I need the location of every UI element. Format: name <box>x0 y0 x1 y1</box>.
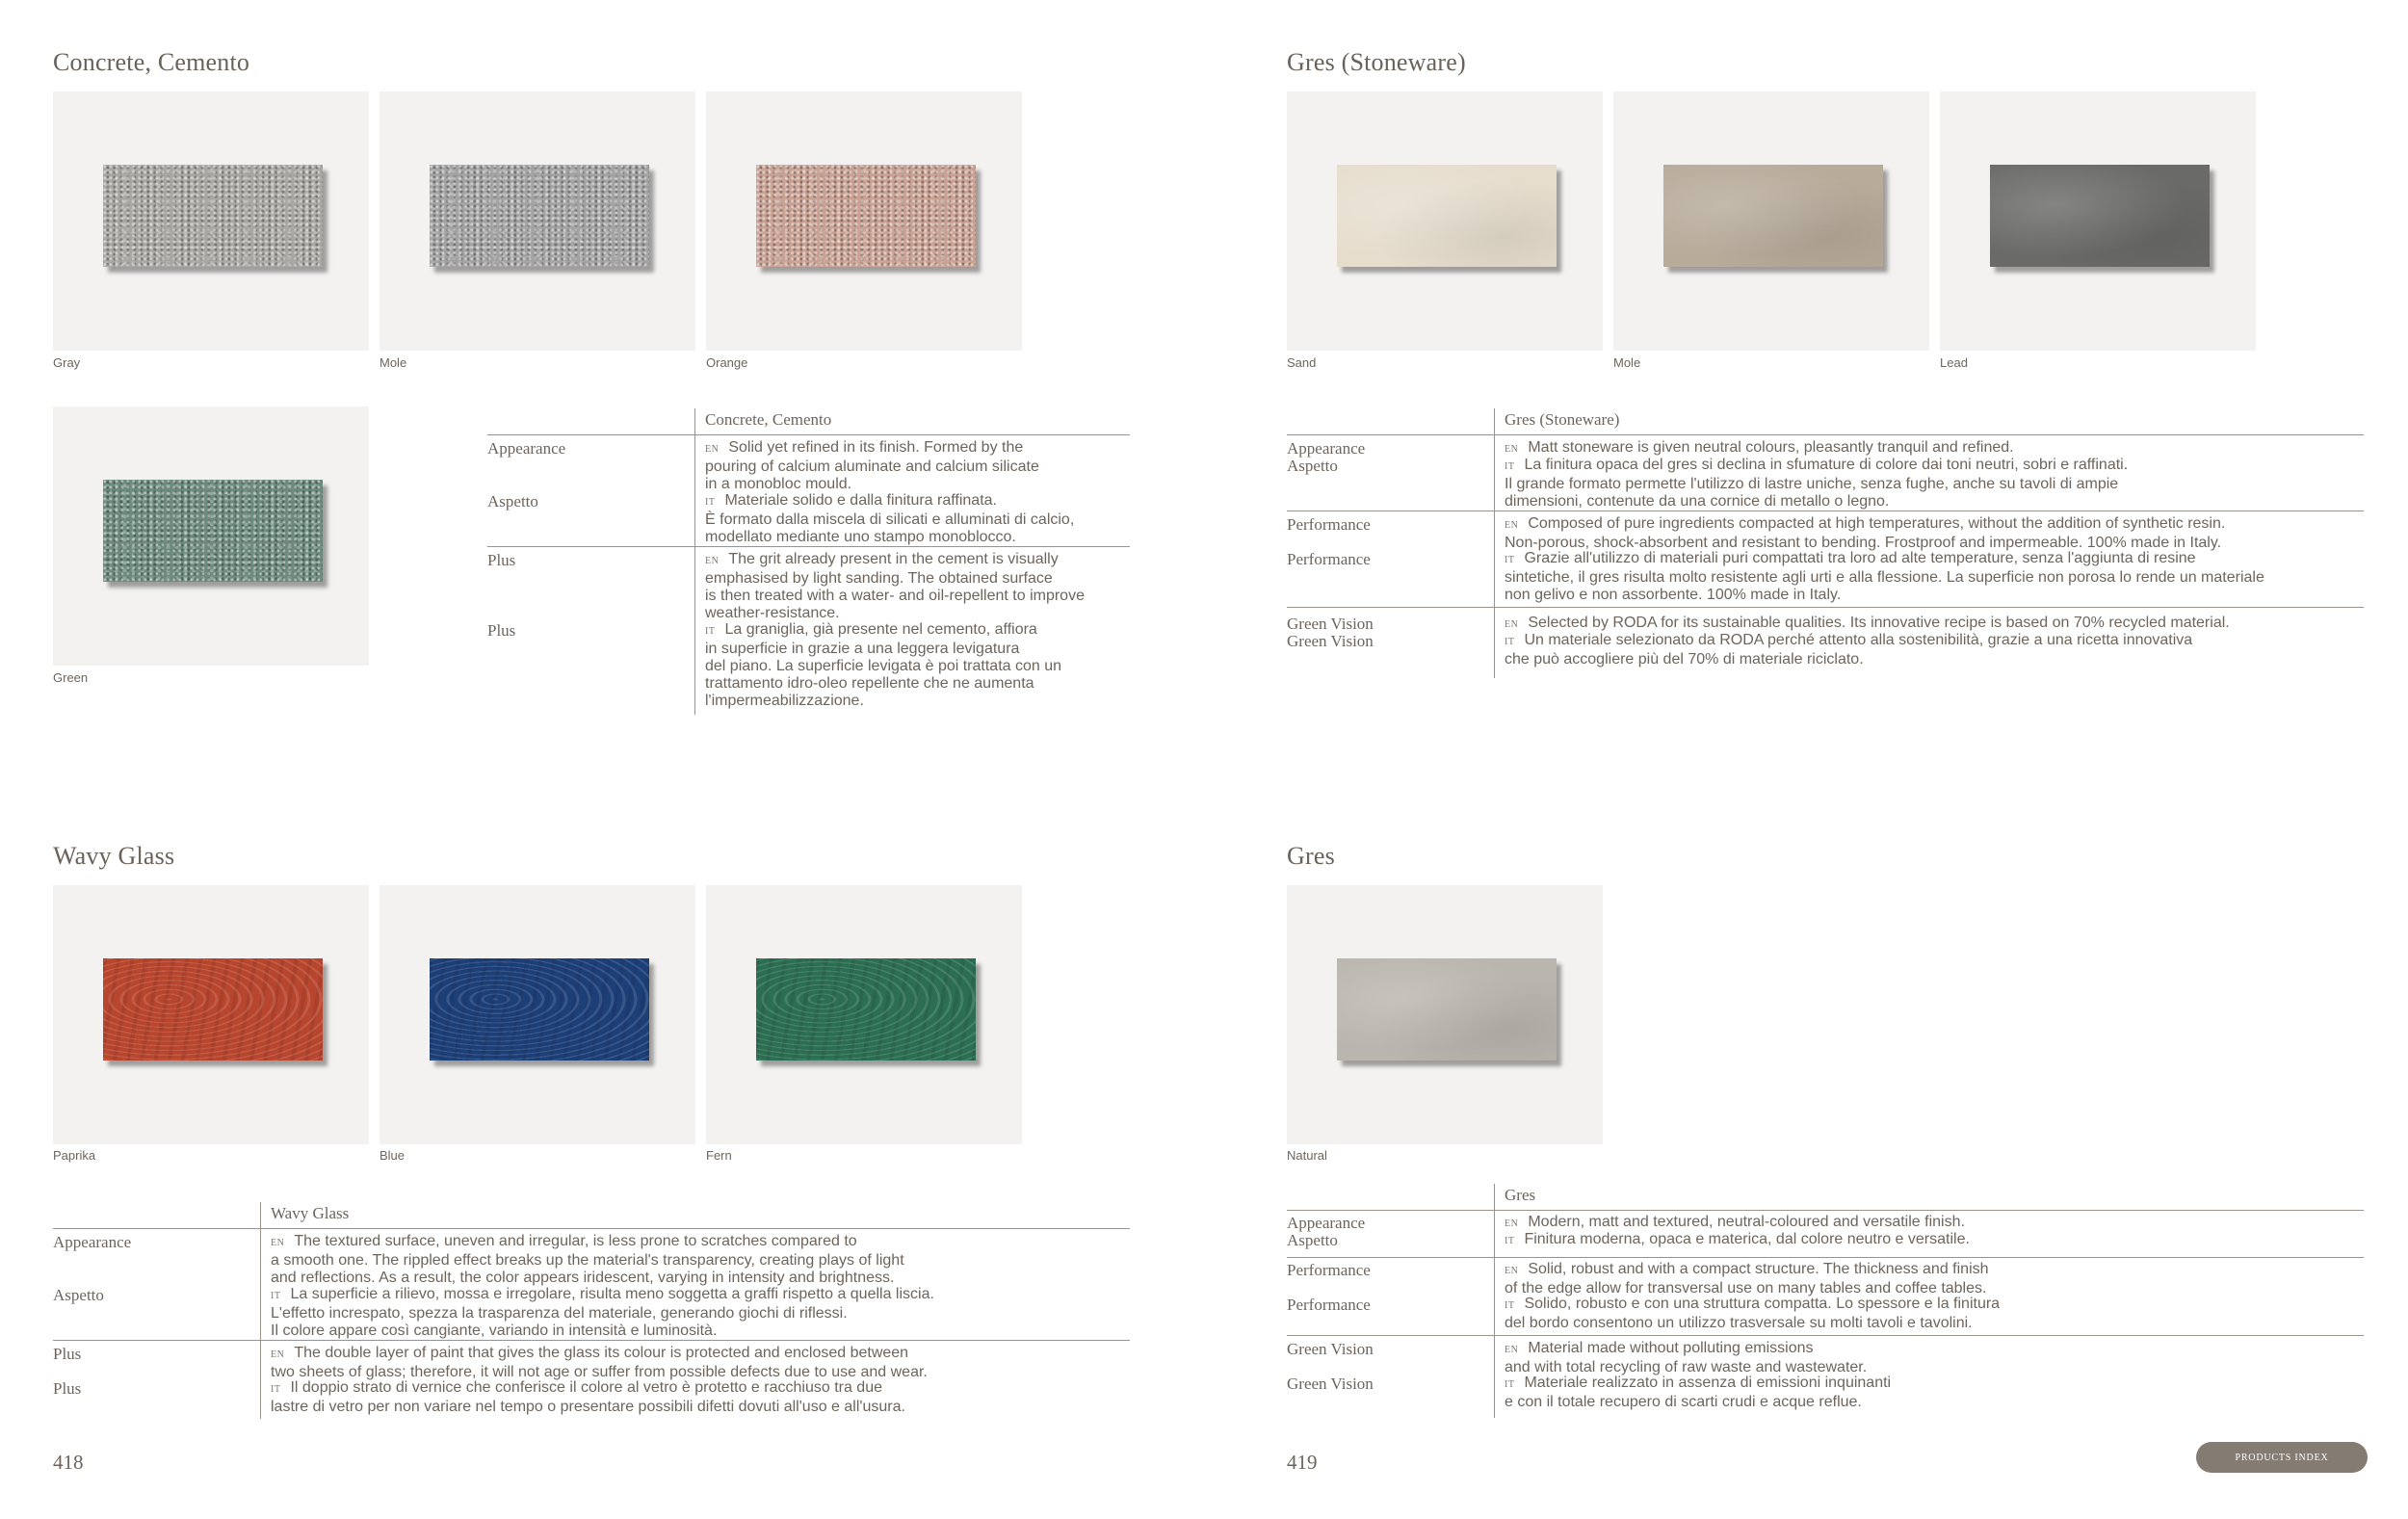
row-label: Plus <box>53 1379 82 1398</box>
row-text-en: EN Solid, robust and with a compact structure. The thickness and finish of the edge allow for transversal use on many tables and coffee tables. <box>1505 1261 1989 1296</box>
row-text-en: EN The grit already present in the cement is visually emphasised by light sanding. The obtained surface is then treated with a water- and oil-repellent to improve weather-resistance. <box>705 551 1085 621</box>
swatch-stoneware-lead[interactable] <box>1940 92 2256 351</box>
divider <box>1287 434 2364 435</box>
material-tile <box>103 958 323 1061</box>
swatch-concrete-gray[interactable] <box>53 92 369 351</box>
row-label: Performance <box>1287 550 1371 568</box>
row-label: Performance <box>1287 515 1371 534</box>
row-text-it: IT La finitura opaca del gres si declina in sfumature di colore dai toni neutri, sobri e raffinati. Il grande formato permette l'utilizzo di lastre uniche, senza fughe, anche su tavoli di ampie dimensioni, contenute da una cornice di metallo o legno. <box>1505 457 2129 510</box>
swatch-label: Gray <box>53 355 81 370</box>
swatch-label: Mole <box>1613 355 1641 370</box>
table-title: Concrete, Cemento <box>705 410 832 429</box>
row-label: Green Vision <box>1287 615 1374 633</box>
divider <box>487 546 1130 547</box>
swatch-gres-natural[interactable] <box>1287 885 1603 1144</box>
row-label: Performance <box>1287 1296 1371 1314</box>
material-tile <box>430 958 649 1061</box>
divider <box>1494 1184 1495 1418</box>
row-label: Appearance <box>1287 1214 1366 1232</box>
row-label: Green Vision <box>1287 1340 1374 1358</box>
material-tile <box>430 165 649 267</box>
swatch-stoneware-sand[interactable] <box>1287 92 1603 351</box>
section-title-gres: Gres <box>1287 842 1335 870</box>
table-title: Gres <box>1505 1186 1536 1204</box>
table-title: Wavy Glass <box>271 1204 350 1222</box>
row-text-it: IT Materiale solido e dalla finitura raffinata. È formato dalla miscela di silicati e alluminati di calcio, modellato mediante uno stampo monoblocco. <box>705 492 1075 545</box>
divider <box>487 434 1130 435</box>
row-text-it: IT La superficie a rilievo, mossa e irregolare, risulta meno soggetta a graffi rispetto a quella liscia. L'effetto increspato, spezza la trasparenza del materiale, generando giochi di riflessi. Il colore appare così cangiante, variando in intensità e luminosità. <box>271 1286 934 1339</box>
divider <box>53 1228 1130 1229</box>
table-title: Gres (Stoneware) <box>1505 410 1620 429</box>
swatch-label: Natural <box>1287 1148 1327 1163</box>
material-tile <box>1990 165 2210 267</box>
swatch-wavy-fern[interactable] <box>706 885 1022 1144</box>
row-text-it: IT La graniglia, già presente nel cemento, affiora in superficie in grazie a una leggera levigatura del piano. La superficie levigata è poi trattata con un trattamento idro-oleo repellente che ne aumenta l'impermeabilizzazione. <box>705 621 1062 709</box>
row-label: Aspetto <box>487 492 538 511</box>
swatch-label: Lead <box>1940 355 1968 370</box>
row-text-it: IT Finitura moderna, opaca e materica, dal colore neutro e versatile. <box>1505 1231 1970 1247</box>
row-label: Green Vision <box>1287 1375 1374 1393</box>
row-text-en: EN Composed of pure ingredients compacted at high temperatures, without the addition of synthetic resin. Non-porous, shock-absorbent and resistant to bending. Frostproof and impermeable. 100% made in Italy. <box>1505 515 2226 551</box>
material-tile <box>103 480 323 582</box>
row-text-en: EN Selected by RODA for its sustainable qualities. Its innovative recipe is based on 70% recycled material. <box>1505 615 2230 631</box>
section-title-wavy-glass: Wavy Glass <box>53 842 175 870</box>
material-tile <box>1663 165 1883 267</box>
swatch-concrete-green[interactable] <box>53 406 369 666</box>
row-label: Appearance <box>1287 439 1366 458</box>
swatch-label: Sand <box>1287 355 1317 370</box>
section-title-stoneware: Gres (Stoneware) <box>1287 48 1466 76</box>
swatch-label: Green <box>53 670 89 685</box>
swatch-label: Blue <box>380 1148 406 1163</box>
row-label: Aspetto <box>1287 1231 1338 1249</box>
swatch-stoneware-mole[interactable] <box>1613 92 1929 351</box>
divider <box>1287 1210 2364 1211</box>
row-label: Appearance <box>487 439 566 458</box>
page-number: 419 <box>1287 1451 1318 1474</box>
divider <box>1287 1335 2364 1336</box>
row-text-en: EN Matt stoneware is given neutral colours, pleasantly tranquil and refined. <box>1505 439 2014 456</box>
page-number: 418 <box>53 1451 84 1474</box>
swatch-label: Fern <box>706 1148 732 1163</box>
divider <box>53 1340 1130 1341</box>
section-title-concrete: Concrete, Cemento <box>53 48 250 76</box>
row-text-it: IT Il doppio strato di vernice che conferisce il colore al vetro è protetto e racchiuso tra due lastre di vetro per non variare nel tempo o presentare possibili difetti dovuti all'uso e all'usura. <box>271 1379 905 1415</box>
row-text-it: IT Un materiale selezionato da RODA perché attento alla sostenibilità, grazie a una ricetta innovativa che può accogliere più del 70% di materiale riciclato. <box>1505 632 2193 668</box>
swatch-wavy-blue[interactable] <box>380 885 695 1144</box>
row-label: Plus <box>53 1345 82 1363</box>
row-label: Plus <box>487 551 516 569</box>
row-text-it: IT Materiale realizzato in assenza di emissioni inquinanti e con il totale recupero di scarti crudi e acque reflue. <box>1505 1375 1892 1410</box>
row-text-it: IT Solido, robusto e con una struttura compatta. Lo spessore e la finitura del bordo consentono un utilizzo trasversale su molti tavoli e tavolini. <box>1505 1296 2001 1331</box>
material-tile <box>1337 165 1557 267</box>
material-tile <box>1337 958 1557 1061</box>
swatch-label: Orange <box>706 355 748 370</box>
row-text-en: EN The double layer of paint that gives the glass its colour is protected and enclosed between two sheets of glass; therefore, it will not age or suffer from possible defects due to use and wear. <box>271 1345 928 1380</box>
row-text-en: EN The textured surface, uneven and irregular, is less prone to scratches compared to a smooth one. The rippled effect breaks up the material's transparency, creating plays of light and reflections. As a result, the color appears iridescent, varying in intensity and brightness. <box>271 1233 904 1286</box>
row-label: Appearance <box>53 1233 132 1251</box>
divider <box>694 408 695 715</box>
swatch-wavy-paprika[interactable] <box>53 885 369 1144</box>
swatch-label: Mole <box>380 355 407 370</box>
divider <box>1494 408 1495 678</box>
row-label: Aspetto <box>1287 457 1338 475</box>
divider <box>260 1202 261 1419</box>
row-label: Aspetto <box>53 1286 104 1304</box>
swatch-label: Paprika <box>53 1148 96 1163</box>
row-label: Performance <box>1287 1261 1371 1279</box>
divider <box>1287 1257 2364 1258</box>
material-tile <box>103 165 323 267</box>
row-text-en: EN Solid yet refined in its finish. Formed by the pouring of calcium aluminate and calcium silicate in a monobloc mould. <box>705 439 1039 492</box>
row-text-it: IT Grazie all'utilizzo di materiali puri compattati tra loro ad alte temperature, senza l'aggiunta di resine sintetiche, il gres risulta molto resistente agli urti e alla flessione. La superficie non porosa lo rende un materiale non gelivo e non assorbente. 100% made in Italy. <box>1505 550 2264 603</box>
row-label: Green Vision <box>1287 632 1374 650</box>
swatch-concrete-orange[interactable] <box>706 92 1022 351</box>
divider <box>1287 607 2364 608</box>
row-text-en: EN Material made without polluting emissions and with total recycling of raw waste and wastewater. <box>1505 1340 1868 1375</box>
row-text-en: EN Modern, matt and textured, neutral-coloured and versatile finish. <box>1505 1214 1965 1230</box>
row-label: Plus <box>487 621 516 640</box>
material-tile <box>756 958 976 1061</box>
swatch-concrete-mole[interactable] <box>380 92 695 351</box>
products-index-button[interactable]: PRODUCTS INDEX <box>2196 1442 2368 1473</box>
material-tile <box>756 165 976 267</box>
